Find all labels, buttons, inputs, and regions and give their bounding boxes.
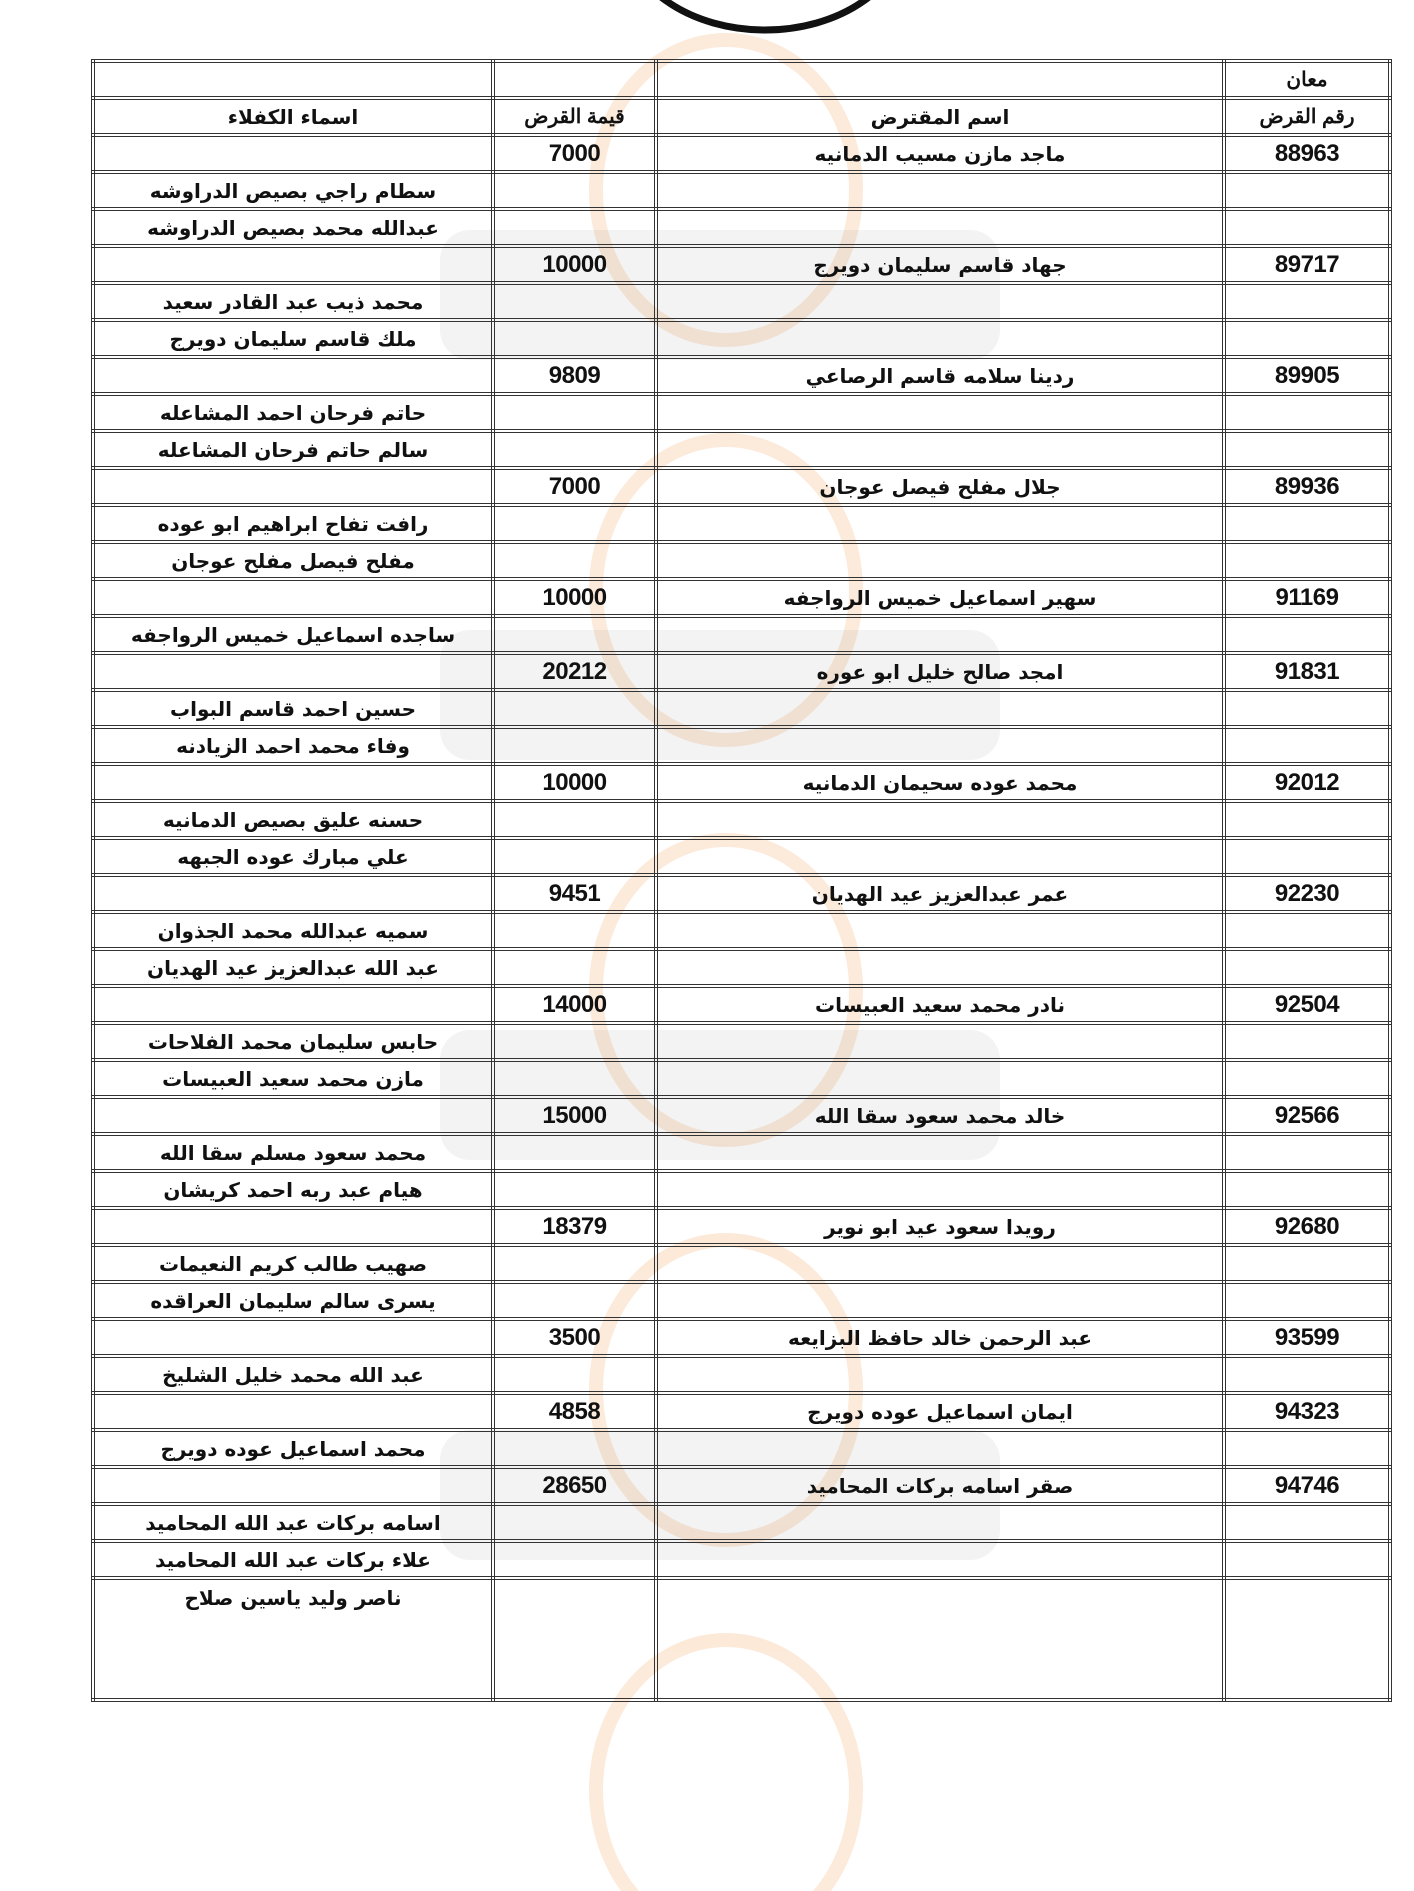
loan-amount: 15000 bbox=[493, 1097, 656, 1134]
loan-number bbox=[1224, 1578, 1390, 1700]
loan-amount: 9809 bbox=[493, 357, 656, 394]
borrower-name bbox=[656, 1245, 1224, 1282]
loans-table bbox=[91, 59, 1392, 1702]
loan-row bbox=[93, 653, 1390, 690]
guarantor-name: ملك قاسم سليمان دويرج bbox=[93, 320, 493, 357]
borrower-name bbox=[656, 1504, 1224, 1541]
guarantor-name: محمد ذيب عبد القادر سعيد bbox=[93, 283, 493, 320]
guarantor-name bbox=[93, 357, 493, 394]
borrower-name bbox=[656, 1541, 1224, 1578]
loan-amount bbox=[493, 1430, 656, 1467]
guarantor-name bbox=[93, 1097, 493, 1134]
guarantor-name bbox=[93, 135, 493, 172]
loan-amount bbox=[493, 1356, 656, 1393]
borrower-name: امجد صالح خليل ابو عوره bbox=[656, 653, 1224, 690]
loan-number: 89936 bbox=[1224, 468, 1390, 505]
loan-number: 89717 bbox=[1224, 246, 1390, 283]
borrower-name bbox=[656, 283, 1224, 320]
loan-number bbox=[1224, 431, 1390, 468]
guarantor-name: محمد سعود مسلم سقا الله bbox=[93, 1134, 493, 1171]
loan-row bbox=[93, 875, 1390, 912]
loan-number: 93599 bbox=[1224, 1319, 1390, 1356]
loan-number bbox=[1224, 1134, 1390, 1171]
empty-cell bbox=[93, 61, 493, 98]
loan-amount bbox=[493, 801, 656, 838]
loan-amount: 28650 bbox=[493, 1467, 656, 1504]
loan-row bbox=[93, 1319, 1390, 1356]
guarantor-name: سالم حاتم فرحان المشاعله bbox=[93, 431, 493, 468]
borrower-name: محمد عوده سحيمان الدمانيه bbox=[656, 764, 1224, 801]
loan-row bbox=[93, 468, 1390, 505]
loan-amount bbox=[493, 1023, 656, 1060]
empty-cell bbox=[493, 61, 656, 98]
loan-amount: 4858 bbox=[493, 1393, 656, 1430]
borrower-name bbox=[656, 542, 1224, 579]
guarantor-row bbox=[93, 616, 1390, 653]
borrower-name: صقر اسامه بركات المحاميد bbox=[656, 1467, 1224, 1504]
guarantor-name: علاء بركات عبد الله المحاميد bbox=[93, 1541, 493, 1578]
loan-amount bbox=[493, 1134, 656, 1171]
loan-number bbox=[1224, 1430, 1390, 1467]
loan-number bbox=[1224, 542, 1390, 579]
header-borrower: اسم المقترض bbox=[656, 98, 1224, 135]
borrower-name bbox=[656, 209, 1224, 246]
loan-row bbox=[93, 1393, 1390, 1430]
borrower-name bbox=[656, 727, 1224, 764]
guarantor-name bbox=[93, 875, 493, 912]
borrower-name bbox=[656, 505, 1224, 542]
guarantor-name: مفلح فيصل مفلح عوجان bbox=[93, 542, 493, 579]
borrower-name bbox=[656, 1060, 1224, 1097]
loan-amount bbox=[493, 1245, 656, 1282]
guarantor-row bbox=[93, 1171, 1390, 1208]
guarantor-name: صهيب طالب كريم النعيمات bbox=[93, 1245, 493, 1282]
borrower-name bbox=[656, 1023, 1224, 1060]
guarantor-name: علي مبارك عوده الجبهه bbox=[93, 838, 493, 875]
loan-number: 89905 bbox=[1224, 357, 1390, 394]
loan-number bbox=[1224, 394, 1390, 431]
loan-amount: 3500 bbox=[493, 1319, 656, 1356]
guarantor-name bbox=[93, 1208, 493, 1245]
guarantor-name: اسامه بركات عبد الله المحاميد bbox=[93, 1504, 493, 1541]
loan-row bbox=[93, 135, 1390, 172]
guarantor-row bbox=[93, 1245, 1390, 1282]
header-guarantors: اسماء الكفلاء bbox=[93, 98, 493, 135]
loan-amount: 10000 bbox=[493, 246, 656, 283]
loan-row bbox=[93, 986, 1390, 1023]
loan-number: 92504 bbox=[1224, 986, 1390, 1023]
loan-amount bbox=[493, 320, 656, 357]
loan-amount bbox=[493, 1541, 656, 1578]
loan-number: 92230 bbox=[1224, 875, 1390, 912]
borrower-name bbox=[656, 172, 1224, 209]
loan-number bbox=[1224, 320, 1390, 357]
borrower-name: ماجد مازن مسيب الدمانيه bbox=[656, 135, 1224, 172]
loan-number: 88963 bbox=[1224, 135, 1390, 172]
borrower-name: نادر محمد سعيد العبيسات bbox=[656, 986, 1224, 1023]
borrower-name: جهاد قاسم سليمان دويرج bbox=[656, 246, 1224, 283]
loan-row bbox=[93, 357, 1390, 394]
loan-amount: 18379 bbox=[493, 1208, 656, 1245]
guarantor-name bbox=[93, 653, 493, 690]
loan-amount bbox=[493, 912, 656, 949]
guarantor-row bbox=[93, 283, 1390, 320]
borrower-name bbox=[656, 949, 1224, 986]
loan-number bbox=[1224, 1060, 1390, 1097]
borrower-name bbox=[656, 1171, 1224, 1208]
borrower-name: رويدا سعود عيد ابو نوير bbox=[656, 1208, 1224, 1245]
loan-number bbox=[1224, 172, 1390, 209]
guarantor-name: هيام عبد ربه احمد كريشان bbox=[93, 1171, 493, 1208]
guarantor-row bbox=[93, 838, 1390, 875]
borrower-name bbox=[656, 1356, 1224, 1393]
guarantor-row bbox=[93, 1541, 1390, 1578]
guarantor-name bbox=[93, 986, 493, 1023]
guarantor-name: حاتم فرحان احمد المشاعله bbox=[93, 394, 493, 431]
guarantor-name bbox=[93, 1393, 493, 1430]
borrower-name bbox=[656, 838, 1224, 875]
loan-amount bbox=[493, 1282, 656, 1319]
guarantor-row bbox=[93, 1356, 1390, 1393]
loan-number: 91831 bbox=[1224, 653, 1390, 690]
borrower-name bbox=[656, 394, 1224, 431]
guarantor-name bbox=[93, 468, 493, 505]
borrower-name: سهير اسماعيل خميس الرواجفه bbox=[656, 579, 1224, 616]
loan-amount bbox=[493, 1578, 656, 1700]
guarantor-name: عبد الله عبدالعزيز عيد الهديان bbox=[93, 949, 493, 986]
loan-row bbox=[93, 764, 1390, 801]
guarantor-row bbox=[93, 912, 1390, 949]
guarantor-name: رافت تفاح ابراهيم ابو عوده bbox=[93, 505, 493, 542]
loan-number: 94746 bbox=[1224, 1467, 1390, 1504]
loan-row bbox=[93, 1467, 1390, 1504]
header-amount: قيمة القرض bbox=[493, 98, 656, 135]
guarantor-row bbox=[93, 320, 1390, 357]
loan-amount bbox=[493, 838, 656, 875]
borrower-name bbox=[656, 690, 1224, 727]
borrower-name bbox=[656, 431, 1224, 468]
loan-row bbox=[93, 246, 1390, 283]
loan-number bbox=[1224, 801, 1390, 838]
loan-number bbox=[1224, 1504, 1390, 1541]
borrower-name: خالد محمد سعود سقا الله bbox=[656, 1097, 1224, 1134]
loan-amount: 9451 bbox=[493, 875, 656, 912]
guarantor-name: حسين احمد قاسم البواب bbox=[93, 690, 493, 727]
guarantor-row bbox=[93, 1282, 1390, 1319]
guarantor-name: مازن محمد سعيد العبيسات bbox=[93, 1060, 493, 1097]
loan-amount bbox=[493, 172, 656, 209]
guarantor-name bbox=[93, 764, 493, 801]
loan-amount: 7000 bbox=[493, 468, 656, 505]
borrower-name bbox=[656, 616, 1224, 653]
guarantor-name: حسنه عليق بصيص الدمانيه bbox=[93, 801, 493, 838]
guarantor-name bbox=[93, 579, 493, 616]
region-label: معان bbox=[1224, 61, 1390, 98]
loan-row bbox=[93, 579, 1390, 616]
loan-number bbox=[1224, 1245, 1390, 1282]
guarantor-name bbox=[93, 246, 493, 283]
guarantor-row bbox=[93, 1504, 1390, 1541]
borrower-name: ايمان اسماعيل عوده دويرج bbox=[656, 1393, 1224, 1430]
borrower-name bbox=[656, 1282, 1224, 1319]
header-loan-no: رقم القرض bbox=[1224, 98, 1390, 135]
loan-amount bbox=[493, 542, 656, 579]
loan-number bbox=[1224, 949, 1390, 986]
loan-amount bbox=[493, 1504, 656, 1541]
guarantor-name bbox=[93, 1319, 493, 1356]
loan-number bbox=[1224, 1171, 1390, 1208]
loan-number bbox=[1224, 838, 1390, 875]
borrower-name bbox=[656, 1134, 1224, 1171]
loan-number: 94323 bbox=[1224, 1393, 1390, 1430]
loan-amount: 7000 bbox=[493, 135, 656, 172]
loan-amount bbox=[493, 727, 656, 764]
guarantor-name: وفاء محمد احمد الزيادنه bbox=[93, 727, 493, 764]
guarantor-name: حابس سليمان محمد الفلاحات bbox=[93, 1023, 493, 1060]
loan-number bbox=[1224, 1023, 1390, 1060]
empty-cell bbox=[656, 61, 1224, 98]
loan-number: 92566 bbox=[1224, 1097, 1390, 1134]
loan-amount bbox=[493, 690, 656, 727]
borrower-name bbox=[656, 1430, 1224, 1467]
guarantor-row bbox=[93, 690, 1390, 727]
loan-row bbox=[93, 1208, 1390, 1245]
loan-number: 92680 bbox=[1224, 1208, 1390, 1245]
header-row bbox=[93, 98, 1390, 135]
loan-amount bbox=[493, 616, 656, 653]
loan-number bbox=[1224, 209, 1390, 246]
guarantor-row bbox=[93, 542, 1390, 579]
guarantor-row bbox=[93, 801, 1390, 838]
guarantor-row bbox=[93, 1134, 1390, 1171]
borrower-name bbox=[656, 320, 1224, 357]
guarantor-row bbox=[93, 209, 1390, 246]
borrower-name bbox=[656, 801, 1224, 838]
loan-amount: 20212 bbox=[493, 653, 656, 690]
borrower-name: جلال مفلح فيصل عوجان bbox=[656, 468, 1224, 505]
guarantor-row bbox=[93, 1023, 1390, 1060]
loan-number bbox=[1224, 1356, 1390, 1393]
loan-number bbox=[1224, 505, 1390, 542]
loan-amount: 14000 bbox=[493, 986, 656, 1023]
guarantor-name bbox=[93, 1467, 493, 1504]
loan-amount bbox=[493, 394, 656, 431]
loan-number bbox=[1224, 727, 1390, 764]
loan-number bbox=[1224, 616, 1390, 653]
borrower-name: عمر عبدالعزيز عيد الهديان bbox=[656, 875, 1224, 912]
loan-amount bbox=[493, 431, 656, 468]
guarantor-name: عبدالله محمد بصيص الدراوشه bbox=[93, 209, 493, 246]
loan-number bbox=[1224, 1282, 1390, 1319]
guarantor-name: سطام راجي بصيص الدراوشه bbox=[93, 172, 493, 209]
borrower-name bbox=[656, 1578, 1224, 1700]
guarantor-row bbox=[93, 949, 1390, 986]
loan-number bbox=[1224, 912, 1390, 949]
loan-amount bbox=[493, 949, 656, 986]
loan-amount: 10000 bbox=[493, 764, 656, 801]
guarantor-row bbox=[93, 172, 1390, 209]
loan-number bbox=[1224, 1541, 1390, 1578]
guarantor-name: عبد الله محمد خليل الشليخ bbox=[93, 1356, 493, 1393]
loan-number: 91169 bbox=[1224, 579, 1390, 616]
loan-number bbox=[1224, 283, 1390, 320]
guarantor-name: سميه عبدالله محمد الجذوان bbox=[93, 912, 493, 949]
guarantor-row bbox=[93, 727, 1390, 764]
guarantor-row bbox=[93, 1430, 1390, 1467]
loan-amount bbox=[493, 1060, 656, 1097]
guarantor-row bbox=[93, 1578, 1390, 1700]
guarantor-name: ساجده اسماعيل خميس الرواجفه bbox=[93, 616, 493, 653]
loan-number: 92012 bbox=[1224, 764, 1390, 801]
loan-amount bbox=[493, 209, 656, 246]
region-row bbox=[93, 61, 1390, 98]
guarantor-name: محمد اسماعيل عوده دويرج bbox=[93, 1430, 493, 1467]
loan-amount bbox=[493, 505, 656, 542]
loan-amount bbox=[493, 283, 656, 320]
guarantor-row bbox=[93, 505, 1390, 542]
guarantor-row bbox=[93, 431, 1390, 468]
borrower-name bbox=[656, 912, 1224, 949]
header-seal-arc bbox=[0, 0, 1414, 60]
guarantor-name: يسرى سالم سليمان العراقده bbox=[93, 1282, 493, 1319]
guarantor-name: ناصر وليد ياسين صلاح bbox=[93, 1578, 493, 1700]
borrower-name: ردينا سلامه قاسم الرصاعي bbox=[656, 357, 1224, 394]
loan-number bbox=[1224, 690, 1390, 727]
guarantor-row bbox=[93, 1060, 1390, 1097]
guarantor-row bbox=[93, 394, 1390, 431]
borrower-name: عبد الرحمن خالد حافظ البزايعه bbox=[656, 1319, 1224, 1356]
loan-amount bbox=[493, 1171, 656, 1208]
loan-row bbox=[93, 1097, 1390, 1134]
loan-amount: 10000 bbox=[493, 579, 656, 616]
